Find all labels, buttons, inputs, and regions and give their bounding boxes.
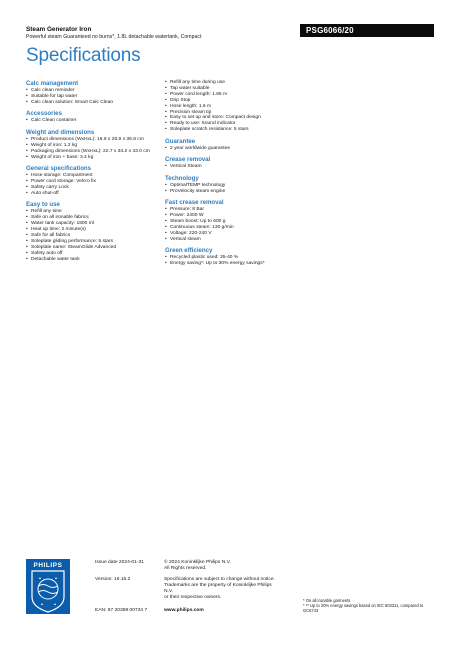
website-link[interactable]: www.philips.com	[164, 608, 204, 613]
page-title: Specifications	[26, 45, 141, 66]
spec-section	[26, 110, 156, 124]
spec-item: • Soleplate gliding performance: 5 stars	[26, 239, 156, 245]
product-subtitle: Powerful steam Guaranteed no burns*, 1.8L detachable watertank, Compact	[26, 34, 202, 40]
philips-logo	[26, 559, 70, 614]
spec-item: • Precision steam tip	[165, 110, 305, 116]
spec-item: • Vertical steam	[165, 237, 305, 243]
spec-item: • Vertical Steam	[165, 164, 305, 170]
spec-item: • Continuous steam: 130 g/min	[165, 225, 305, 231]
section-title: Fast crease removal	[165, 199, 224, 207]
spec-item: • Ready to use: Sound indicator	[165, 121, 305, 127]
spec-item: • Refill any time during use	[165, 80, 305, 86]
section-title: Calc management	[26, 80, 79, 87]
footnote: GC6743	[303, 607, 319, 613]
spec-item: • Weight of iron: 1.2 kg	[26, 143, 156, 149]
spec-item: • Pressure: 8 Bar	[165, 207, 305, 213]
spec-item: • Auto shut-off	[26, 191, 156, 197]
spec-section	[165, 80, 305, 133]
section-title: Crease removal	[165, 156, 211, 164]
spec-item: • Recycled plastic used: 35-40 %	[165, 255, 305, 261]
spec-item: • Product dimensions (WxHxL): 16.8 x 26.9 x 36.8 cm	[26, 137, 156, 143]
section-title: General specifications	[26, 165, 92, 173]
spec-notice	[164, 577, 279, 601]
spec-item: • Safety auto off	[26, 251, 156, 257]
spec-section	[165, 138, 305, 152]
spec-section	[26, 165, 156, 197]
spec-item: • Heat up time: 2 minute(s)	[26, 227, 156, 233]
spec-item: • Calc Clean container	[26, 118, 156, 124]
spec-item: • Power: 2400 W	[165, 213, 305, 219]
version: Version: 16.16.2	[95, 577, 131, 582]
spec-item: • Power cord length: 1.65 m	[165, 92, 305, 98]
spec-item: • Safe on all ironable fabrics	[26, 215, 156, 221]
spec-item: • Water tank capacity: 1800 ml	[26, 221, 156, 227]
spec-item: • Safe for all fabrics	[26, 233, 156, 239]
spec-item: • Soleplate scratch resistance: 5 stars	[165, 127, 305, 133]
logo-wordmark: PHILIPS	[33, 562, 63, 569]
spec-item: • Suitable for tap water	[26, 94, 156, 100]
spec-notice-line: or their respective owners.	[164, 595, 222, 600]
spec-item: • 2 year worldwide guarantee	[165, 146, 305, 152]
spec-notice-line: Trademarks are the property of Koninklijke Philips N.V.	[164, 583, 272, 594]
spec-item: • Voltage: 220-240 V	[165, 231, 305, 237]
model-number-badge	[300, 24, 434, 37]
spec-item: • Calc clean solution: Smart Calc Clean	[26, 100, 156, 106]
model-number: PSG6066/20	[306, 26, 354, 35]
spec-item: • Drip Stop	[165, 98, 305, 104]
spec-item: • Tap water suitable	[165, 86, 305, 92]
copyright-line: All Rights reserved.	[164, 566, 207, 571]
copyright	[164, 560, 274, 572]
spec-item: • Hose storage: Compartment	[26, 173, 156, 179]
spec-item: • Calc clean reminder	[26, 88, 156, 94]
spec-section	[165, 175, 305, 195]
spec-item: • Soleplate name: SteamGlide Advanced	[26, 245, 156, 251]
spec-section	[26, 80, 156, 106]
section-title: Easy to use	[26, 201, 60, 209]
spec-item: • Safety carry Lock	[26, 185, 156, 191]
spec-section	[165, 156, 305, 170]
philips-shield-icon	[26, 559, 70, 614]
section-title: Weight and dimensions	[26, 128, 95, 136]
footnote: * ** Up to 20% energy savings based on IEC 603311, compared to	[303, 602, 424, 608]
spec-item: • Easy to set up and store: Compact design	[165, 115, 305, 121]
spec-column-right	[165, 80, 305, 272]
spec-item: • OptimalTEMP technology	[165, 183, 305, 189]
spec-section	[26, 201, 156, 262]
spec-item: • Packaging dimensions (WxHxL): 22.7 x 34.2 x 43.0 cm	[26, 149, 156, 155]
spec-item: • Hose length: 1.6 m	[165, 104, 305, 110]
spec-notice-line: Specifications are subject to change without notice.	[164, 577, 275, 582]
spec-item: • Power cord storage: Velcro fix	[26, 179, 156, 185]
spec-section	[165, 247, 305, 267]
footnote: * On all ironable garments	[303, 598, 351, 603]
copyright-line: © 2024 Koninklijke Philips N.V.	[164, 560, 231, 565]
spec-item: • Detachable water tank	[26, 257, 156, 263]
spec-column-left	[26, 80, 156, 267]
spec-section	[26, 129, 156, 161]
spec-section	[165, 199, 305, 242]
footnotes	[303, 599, 435, 614]
product-name: Steam Generator Iron	[26, 26, 92, 33]
spec-item: • Steam boost: Up to 600 g	[165, 219, 305, 225]
spec-item: • Energy saving*: Up to 30% energy savings*	[165, 261, 305, 267]
ean-code: EAN: 87 20389 00734 7	[95, 608, 148, 613]
spec-item: • ProVelocity steam engine	[165, 189, 305, 195]
section-title: Technology	[165, 174, 199, 182]
section-title: Green efficiency	[165, 247, 213, 255]
section-title: Guarantee	[165, 137, 196, 145]
spec-item: • Refill any time	[26, 209, 156, 215]
issue-date: Issue date 2024-01-31	[95, 560, 144, 565]
spec-item: • Weight of iron + base: 3.4 kg	[26, 155, 156, 161]
section-title: Accessories	[26, 110, 62, 118]
